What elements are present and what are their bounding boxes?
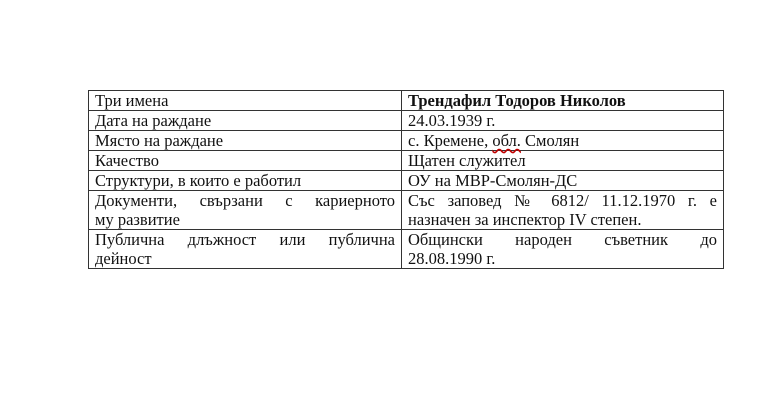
value-cell: [402, 131, 724, 151]
birth-date-value: 24.03.1939 г.: [408, 111, 496, 130]
capacity-label: Качество: [95, 151, 159, 170]
label-cell: [89, 131, 402, 151]
public-position-value-line-2: 28.08.1990 г.: [408, 249, 496, 268]
career-documents-value-line-2: назначен за инспектор IV степен.: [408, 210, 642, 229]
structures-label: Структури, в които е работил: [95, 171, 302, 190]
public-position-label-line-1: Публична длъжност или публична: [95, 230, 395, 249]
table-row: [89, 230, 724, 269]
birth-date-label: Дата на раждане: [95, 111, 212, 130]
value-cell: [402, 151, 724, 171]
table-row: [89, 171, 724, 191]
public-position-value-line-1: Общински народен съветник до: [408, 230, 717, 249]
label-cell: [89, 111, 402, 131]
label-cell: [89, 191, 402, 230]
capacity-value: Щатен служител: [408, 151, 526, 170]
full-name-label: Три имена: [95, 91, 169, 110]
label-cell: [89, 230, 402, 269]
table-row: [89, 191, 724, 230]
career-documents-label-line-2: му развитие: [95, 210, 180, 229]
table-row: [89, 91, 724, 111]
career-documents-value-line-1: Със заповед № 6812/ 11.12.1970 г. е: [408, 191, 717, 210]
table-row: [89, 151, 724, 171]
value-cell: [402, 111, 724, 131]
value-cell: [402, 171, 724, 191]
label-cell: [89, 151, 402, 171]
career-documents-label-line-1: Документи, свързани с кариерното: [95, 191, 395, 210]
label-cell: [89, 91, 402, 111]
label-cell: [89, 171, 402, 191]
birth-place-region-abbr: обл.: [492, 131, 521, 150]
birth-place-region: Смолян: [520, 131, 580, 150]
value-cell: [402, 191, 724, 230]
value-cell: [402, 230, 724, 269]
value-cell: [402, 91, 724, 111]
birth-place-village: с. Кремене,: [408, 131, 493, 150]
public-position-label-line-2: дейност: [95, 249, 152, 268]
birth-place-label: Място на раждане: [95, 131, 224, 150]
structures-value: ОУ на МВР-Смолян-ДС: [408, 171, 578, 190]
table-row: [89, 131, 724, 151]
personnel-record-table: [88, 90, 724, 269]
table-row: [89, 111, 724, 131]
full-name-value: Трендафил Тодоров Николов: [408, 91, 626, 110]
